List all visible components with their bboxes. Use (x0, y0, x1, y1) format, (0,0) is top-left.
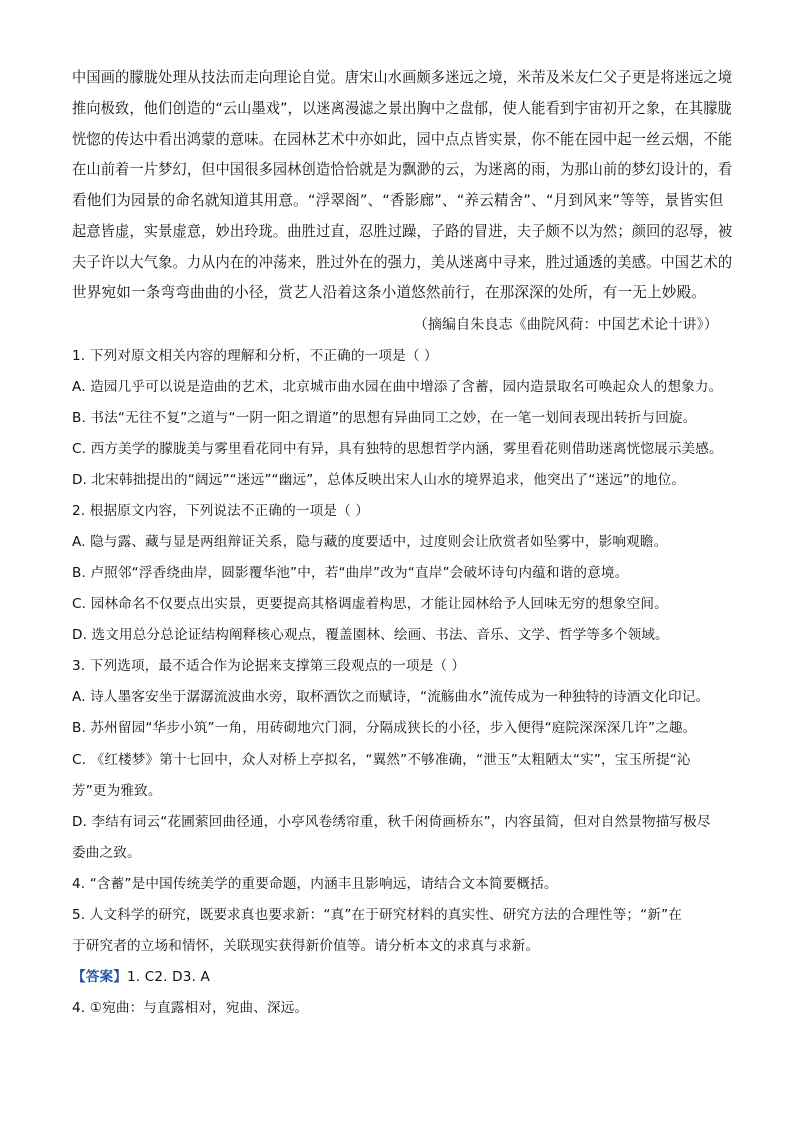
answer-line (72, 967, 210, 987)
question-2-option-a: A. 隐与露、藏与显是两组辩证关系，隐与藏的度要适中，过度则会让欣赏者如坠雾中，影响观瞻。 (72, 534, 668, 550)
question-3-option-a: A. 诗人墨客安坐于潺潺流波曲水旁，取杯酒饮之而赋诗，“流觞曲水”流传成为一种独特的诗酒文化印记。 (72, 689, 710, 705)
passage-line: 在山前着一片梦幻，但中国很多园林创造恰恰就是为飘渺的云，为迷离的雨，为那山前的梦幻设计的，看 (72, 161, 733, 178)
question-1-stem: 1. 下列对原文相关内容的理解和分析，不正确的一项是（ ） (72, 348, 438, 364)
question-1-option-b: B. 书法“无往不复”之道与“一阴一阳之谓道”的思想有异曲同工之妙，在一笔一划间表现出转折与回旋。 (72, 410, 697, 426)
answer-4: 4. ①宛曲：与直露相对，宛曲、深远。 (72, 1000, 309, 1016)
question-5: 5. 人文科学的研究，既要求真也要求新：“真”在于研究材料的真实性、研究方法的合理性等；“新”在 (72, 907, 683, 923)
question-3-option-d: D. 李结有词云“花圃萦回曲径通，小亭风卷绣帘重，秋千闲倚画桥东”，内容虽简，但对自然景物描写极尽 (72, 814, 711, 830)
question-1-option-d: D. 北宋韩拙提出的“阔远”“迷远”“幽远”，总体反映出宋人山水的境界追求，他突出了“迷远”的地位。 (72, 472, 686, 488)
question-1-option-c: C. 西方美学的朦胧美与雾里看花同中有异，具有独特的思想哲学内涵，雾里看花则借助迷离恍惚展示美感。 (72, 441, 723, 457)
passage-line: 中国画的朦胧处理从技法而走向理论自觉。唐宋山水画颇多迷远之境，米芾及米友仁父子更是将迷远之境 (72, 69, 733, 86)
passage-line: 起意皆虚，实景虚意，妙出玲珑。曲胜过直，忍胜过躁，子路的冒进，夫子颇不以为然；颜回的忍辱，被 (72, 223, 733, 240)
question-5-cont: 于研究者的立场和情怀，关联现实获得新价值等。请分析本文的求真与求新。 (72, 938, 540, 954)
question-2-stem: 2. 根据原文内容，下列说法不正确的一项是（ ） (72, 503, 370, 519)
question-3-option-d-cont: 委曲之致。 (72, 845, 141, 861)
question-2-option-b: B. 卢照邻“浮香绕曲岸，圆影覆华池”中，若“曲岸”改为“直岸”会破坏诗句内蕴和谐的意境。 (72, 565, 629, 581)
question-3-option-c: C. 《红楼梦》第十七回中，众人对桥上亭拟名，“翼然”不够准确，“泄玉”太粗陋太“实”，宝玉所提“沁 (72, 752, 691, 768)
passage-line: 夫子许以大气象。力从内在的冲荡来，胜过外在的强力，美从迷离中寻来，胜过通透的美感。中国艺术的 (72, 254, 733, 271)
answer-label: 【答案】 (72, 969, 127, 985)
passage-line: 推向极致，他们创造的“云山墨戏”，以迷离漫滤之景出胸中之盘郁，使人能看到宇宙初开之象，在其朦胧 (72, 100, 732, 117)
question-3-option-b: B. 苏州留园“华步小筑”一角，用砖砌地穴门洞，分隔成狭长的小径，步入便得“庭院深深深几许”之趣。 (72, 720, 697, 736)
question-3-stem: 3. 下列选项，最不适合作为论据来支撑第三段观点的一项是（ ） (72, 658, 466, 674)
passage-line: 恍惚的传达中看出鸿蒙的意味。在园林艺术中亦如此，园中点点皆实景，你不能在园中起一丝云烟，不能 (72, 131, 733, 148)
question-1-option-a: A. 造园几乎可以说是造曲的艺术，北京城市曲水园在曲中增添了含蓄，园内造景取名可唤起众人的想象力。 (72, 379, 723, 395)
passage-line: 看他们为园景的命名就知道其用意。“浮翠阁”、“香影廊”、“养云精舍”、“月到风来”等等，景皆实但 (72, 192, 724, 209)
question-2-option-c: C. 园林命名不仅要点出实景，更要提高其格调虚着构思，才能让园林给予人回味无穷的想象空间。 (72, 596, 668, 612)
passage-line: 世界宛如一条弯弯曲曲的小径，赏艺人沿着这条小道悠然前行，在那深深的处所，有一无上妙殿。 (72, 284, 706, 301)
question-3-option-c-cont: 芳”更为雅致。 (72, 783, 162, 799)
source-citation: （摘编自朱良志《曲院风荷：中国艺术论十讲》） (413, 317, 718, 333)
question-4: 4. “含蓄”是中国传统美学的重要命题，内涵丰且影响远，请结合文本简要概括。 (72, 876, 558, 892)
answer-text: 1. C2. D3. A (126, 969, 210, 985)
question-2-option-d: D. 选文用总分总论证结构阐释核心观点，覆盖園林、绘画、书法、音乐、文学、哲学等多个领域。 (72, 627, 669, 643)
